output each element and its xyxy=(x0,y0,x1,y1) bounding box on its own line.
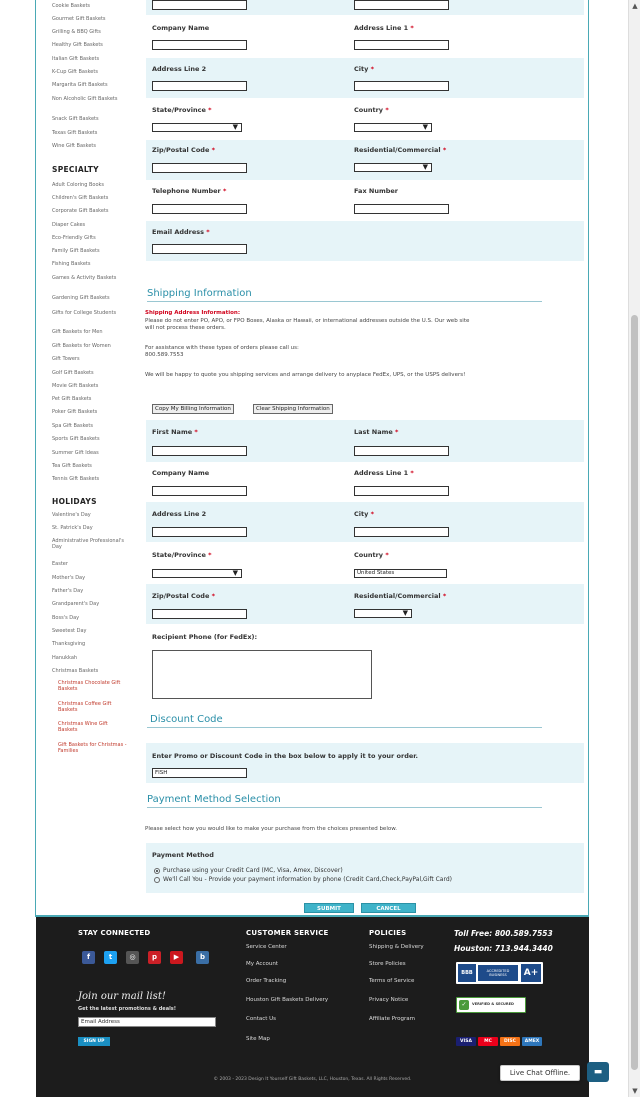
payment-option-card[interactable]: Purchase using your Credit Card (MC, Visa, Amex, Discover) xyxy=(154,867,343,874)
specialty-heading: SPECIALTY xyxy=(52,165,99,174)
shipping-quote-text: We will be happy to quote you shipping services and arrange delivery to anyplace FedEx, UPS, or the USPS delivers! xyxy=(145,372,466,378)
sidebar-link[interactable]: Gardening Gift Baskets xyxy=(52,295,110,301)
sidebar-link[interactable]: Wine Gift Baskets xyxy=(52,143,97,149)
discount-section-title: Discount Code xyxy=(150,714,223,725)
pinterest-icon[interactable]: p xyxy=(148,951,161,964)
sidebar-sublink[interactable]: Gift Baskets for Christmas - Families xyxy=(58,742,127,754)
sidebar-link[interactable]: Poker Gift Baskets xyxy=(52,409,98,415)
sidebar-link[interactable]: Healthy Gift Baskets xyxy=(52,42,103,48)
discount-instruction: Enter Promo or Discount Code in the box below to apply it to your order. xyxy=(152,752,419,760)
footer-policy-link[interactable]: Shipping & Delivery xyxy=(369,944,424,950)
chevron-down-icon: ▼ xyxy=(402,609,408,617)
sidebar-link[interactable]: Thanksgiving xyxy=(52,641,86,647)
sidebar-link[interactable]: Gift Baskets for Men xyxy=(52,329,103,335)
policies-heading: POLICIES xyxy=(369,929,407,937)
footer-policy-link[interactable]: Privacy Notice xyxy=(369,997,409,1003)
sidebar-link[interactable]: Mother's Day xyxy=(52,575,86,581)
sidebar-link[interactable]: Valentine's Day xyxy=(52,512,91,518)
content-border-left xyxy=(35,0,36,915)
sidebar-link[interactable]: Fishing Baskets xyxy=(52,261,91,267)
ship-rescomm-label: Residential/Commercial * xyxy=(354,592,447,600)
payment-card-icon: AMEX xyxy=(522,1037,542,1046)
shipping-section-title: Shipping Information xyxy=(147,288,252,299)
verified-secured-badge[interactable] xyxy=(456,997,526,1013)
shipping-divider xyxy=(147,301,542,302)
sidebar-link[interactable]: Hanukkah xyxy=(52,655,78,661)
stay-connected-heading: STAY CONNECTED xyxy=(78,929,151,937)
ship-address2-label: Address Line 2 xyxy=(152,510,207,518)
billing-email-input[interactable] xyxy=(152,244,247,254)
mail-list-heading: Join our mail list! xyxy=(78,991,166,1002)
shipping-warning-heading: Shipping Address Information: xyxy=(145,310,241,316)
recipient-phone-textarea[interactable] xyxy=(152,650,372,699)
sidebar-sublink[interactable]: Christmas Coffee Gift Baskets xyxy=(58,701,112,713)
billing-fax-input[interactable] xyxy=(354,204,449,214)
sidebar-link[interactable]: Gift Towers xyxy=(52,356,80,362)
footer-cs-link[interactable]: Service Center xyxy=(246,944,287,950)
verified-secured-text: VERIFIED & SECURED xyxy=(472,1002,514,1006)
billing-fax-label: Fax Number xyxy=(354,187,399,195)
instagram-icon[interactable]: ◎ xyxy=(126,951,139,964)
ship-first-name-label: First Name * xyxy=(152,428,198,436)
discount-code-input[interactable]: FISH xyxy=(152,768,247,778)
billing-row-2 xyxy=(146,58,584,98)
ship-company-input[interactable] xyxy=(152,486,247,496)
mail-list-subtext: Get the latest promotions & deals! xyxy=(78,1006,177,1012)
copyright-text: © 2003 - 2023 Design It Yourself Gift Baskets, LLC, Houston, Texas. All Rights Reserved. xyxy=(213,1077,412,1082)
submit-button[interactable]: SUBMIT xyxy=(304,903,354,913)
sidebar-link[interactable]: Grandparent's Day xyxy=(52,601,100,607)
ship-zip-label: Zip/Postal Code * xyxy=(152,592,216,600)
sidebar-link[interactable]: Cookie Baskets xyxy=(52,3,91,9)
ship-company-label: Company Name xyxy=(152,469,210,477)
shipping-assist-phone: 800.589.7553 xyxy=(145,352,184,358)
billing-field-top-left[interactable] xyxy=(152,0,247,10)
sidebar-link[interactable]: Snack Gift Baskets xyxy=(52,116,99,122)
footer-cs-link[interactable]: Contact Us xyxy=(246,1016,277,1022)
sidebar-link[interactable]: Gifts for College Students xyxy=(52,310,117,316)
ship-first-name-input[interactable] xyxy=(152,446,247,456)
billing-city-label: City * xyxy=(354,65,375,73)
clear-shipping-button[interactable]: Clear Shipping Information xyxy=(253,404,333,414)
sidebar-link[interactable]: Administrative Professional's Day xyxy=(52,538,125,550)
sidebar-link[interactable]: Tennis Gift Baskets xyxy=(52,476,100,482)
chevron-down-icon: ▼ xyxy=(422,123,428,131)
ship-last-name-label: Last Name * xyxy=(354,428,399,436)
sidebar-link[interactable]: Summer Gift Ideas xyxy=(52,450,99,456)
billing-city-input[interactable] xyxy=(354,81,449,91)
billing-company-label: Company Name xyxy=(152,24,210,32)
radio-empty-icon[interactable] xyxy=(154,877,160,883)
billing-country-select[interactable] xyxy=(354,123,432,132)
payment-intro: Please select how you would like to make your purchase from the choices presented below. xyxy=(145,826,397,832)
left-sidebar xyxy=(36,0,140,915)
sidebar-link[interactable]: K-Cup Gift Baskets xyxy=(52,69,98,75)
ship-state-select[interactable] xyxy=(152,569,242,578)
scroll-down-icon[interactable]: ▼ xyxy=(632,1087,638,1095)
ship-rescomm-select[interactable] xyxy=(354,609,412,618)
footer-cs-link[interactable]: Order Tracking xyxy=(246,978,287,984)
sidebar-link[interactable]: St. Patrick's Day xyxy=(52,525,93,531)
payment-card-icon: DISC xyxy=(500,1037,520,1046)
sidebar-link[interactable]: Movie Gift Baskets xyxy=(52,383,99,389)
billing-address1-label: Address Line 1 * xyxy=(354,24,414,32)
billing-phone-input[interactable] xyxy=(152,204,247,214)
sidebar-link[interactable]: Texas Gift Baskets xyxy=(52,130,98,136)
footer-cs-link[interactable]: Site Map xyxy=(246,1036,270,1042)
footer-policy-link[interactable]: Store Policies xyxy=(369,961,406,967)
ship-state-label: State/Province * xyxy=(152,551,212,559)
content-border-right xyxy=(588,0,589,915)
sidebar-link[interactable]: Sports Gift Baskets xyxy=(52,436,100,442)
billing-country-label: Country * xyxy=(354,106,389,114)
sidebar-link[interactable]: Tea Gift Baskets xyxy=(52,463,92,469)
sidebar-link[interactable]: Sweetest Day xyxy=(52,628,87,634)
sidebar-link[interactable]: Christmas Baskets xyxy=(52,668,99,674)
bbb-logo-icon: BBB xyxy=(458,964,476,982)
sidebar-link[interactable]: Eco-Friendly Gifts xyxy=(52,235,96,241)
sidebar-link[interactable]: Games & Activity Baskets xyxy=(52,275,117,281)
billing-rescomm-label: Residential/Commercial * xyxy=(354,146,447,154)
ship-country-value: United States xyxy=(357,570,395,576)
sidebar-link[interactable]: Margarita Gift Baskets xyxy=(52,82,108,88)
sidebar-link[interactable]: Grilling & BBQ Gifts xyxy=(52,29,101,35)
live-chat-status[interactable]: Live Chat Offline. xyxy=(500,1065,580,1081)
ship-address1-input[interactable] xyxy=(354,486,449,496)
signup-button[interactable]: SIGN UP xyxy=(78,1037,110,1046)
footer-cs-link[interactable]: My Account xyxy=(246,961,278,967)
checkout-form xyxy=(142,0,588,915)
footer-cs-link[interactable]: Houston Gift Baskets Delivery xyxy=(246,997,329,1003)
sidebar-link[interactable]: Golf Gift Baskets xyxy=(52,370,94,376)
sidebar-link[interactable]: Gift Baskets for Women xyxy=(52,343,111,349)
billing-field-top-right[interactable] xyxy=(354,0,449,10)
ship-last-name-input[interactable] xyxy=(354,446,449,456)
sidebar-link[interactable]: Boss's Day xyxy=(52,615,80,621)
cancel-button[interactable]: CANCEL xyxy=(361,903,416,913)
footer-policy-link[interactable]: Affiliate Program xyxy=(369,1016,416,1022)
blog-icon[interactable]: b xyxy=(196,951,209,964)
payment-divider xyxy=(147,807,542,808)
ship-address2-input[interactable] xyxy=(152,527,247,537)
houston-number: Houston: 713.944.3440 xyxy=(454,944,553,953)
toll-free-number: Toll Free: 800.589.7553 xyxy=(454,929,553,938)
billing-state-select[interactable] xyxy=(152,123,242,132)
billing-zip-input[interactable] xyxy=(152,163,247,173)
bbb-badge[interactable] xyxy=(456,962,543,984)
billing-rescomm-select[interactable] xyxy=(354,163,432,172)
billing-row-6 xyxy=(146,221,584,261)
copy-billing-button[interactable]: Copy My Billing Information xyxy=(152,404,234,414)
facebook-icon[interactable]: f xyxy=(82,951,95,964)
shield-check-icon: ✓ xyxy=(459,1000,469,1010)
billing-phone-label: Telephone Number * xyxy=(152,187,227,195)
sidebar-link[interactable]: Spa Gift Baskets xyxy=(52,423,93,429)
sidebar-sublink[interactable]: Christmas Wine Gift Baskets xyxy=(58,721,108,733)
holidays-heading: HOLIDAYS xyxy=(52,497,97,506)
shipping-assist-line1: For assistance with these types of orders please call us: xyxy=(145,345,299,351)
payment-method-label: Payment Method xyxy=(152,851,214,859)
scroll-thumb[interactable] xyxy=(631,315,638,1070)
customer-service-heading: CUSTOMER SERVICE xyxy=(246,929,329,937)
shipping-warning-line2: will not process these orders. xyxy=(145,325,226,331)
ship-city-label: City * xyxy=(354,510,375,518)
recipient-phone-label: Recipient Phone (for FedEx): xyxy=(152,633,258,641)
ship-address1-label: Address Line 1 * xyxy=(354,469,414,477)
billing-company-input[interactable] xyxy=(152,40,247,50)
billing-address2-label: Address Line 2 xyxy=(152,65,207,73)
sidebar-sublink[interactable]: Christmas Chocolate Gift Baskets xyxy=(58,680,121,692)
bbb-accredited-text: ACCREDITED BUSINESS xyxy=(478,965,518,981)
chevron-down-icon: ▼ xyxy=(232,569,238,577)
sidebar-link[interactable]: Father's Day xyxy=(52,588,84,594)
billing-address2-input[interactable] xyxy=(152,81,247,91)
payment-card-icon: MC xyxy=(478,1037,498,1046)
sidebar-link[interactable]: Easter xyxy=(52,561,68,567)
sidebar-link[interactable]: Non Alcoholic Gift Baskets xyxy=(52,96,118,102)
sidebar-link[interactable]: Gourmet Gift Baskets xyxy=(52,16,106,22)
twitter-icon[interactable]: t xyxy=(104,951,117,964)
chat-bubble-icon[interactable]: ▬ xyxy=(587,1062,609,1082)
footer-policy-link[interactable]: Terms of Service xyxy=(369,978,415,984)
chevron-down-icon: ▼ xyxy=(422,163,428,171)
payment-card-icon: VISA xyxy=(456,1037,476,1046)
shipping-warning-line1: Please do not enter PO, APO, or FPO Boxes, Alaska or Hawaii, or international addresses outside the U.S. Our web site xyxy=(145,318,470,324)
payment-section-title: Payment Method Selection xyxy=(147,794,281,805)
bbb-rating: A+ xyxy=(521,964,541,982)
billing-email-label: Email Address * xyxy=(152,228,210,236)
youtube-icon[interactable]: ▶ xyxy=(170,951,183,964)
sidebar-link[interactable]: Diaper Cakes xyxy=(52,222,86,228)
ship-zip-input[interactable] xyxy=(152,609,247,619)
billing-zip-label: Zip/Postal Code * xyxy=(152,146,216,154)
sidebar-link[interactable]: Pet Gift Baskets xyxy=(52,396,92,402)
sidebar-link[interactable]: Adult Coloring Books xyxy=(52,182,105,188)
payment-option-call[interactable]: We'll Call You - Provide your payment information by phone (Credit Card,Check,PayPal,Gift Card) xyxy=(154,876,452,883)
chevron-down-icon: ▼ xyxy=(232,123,238,131)
discount-divider xyxy=(147,727,542,728)
ship-country-label: Country * xyxy=(354,551,389,559)
newsletter-email-input[interactable]: Email Address xyxy=(78,1017,216,1027)
sidebar-link[interactable]: Italian Gift Baskets xyxy=(52,56,100,62)
radio-selected-icon[interactable] xyxy=(154,868,160,874)
scroll-up-icon[interactable]: ▲ xyxy=(632,2,638,10)
billing-address1-input[interactable] xyxy=(354,40,449,50)
ship-country-select[interactable] xyxy=(354,569,447,578)
sidebar-link[interactable]: Family Gift Baskets xyxy=(52,248,100,254)
sidebar-link[interactable]: Children's Gift Baskets xyxy=(52,195,109,201)
sidebar-link[interactable]: Corporate Gift Baskets xyxy=(52,208,109,214)
ship-city-input[interactable] xyxy=(354,527,449,537)
billing-state-label: State/Province * xyxy=(152,106,212,114)
vertical-scrollbar[interactable] xyxy=(628,0,640,1097)
